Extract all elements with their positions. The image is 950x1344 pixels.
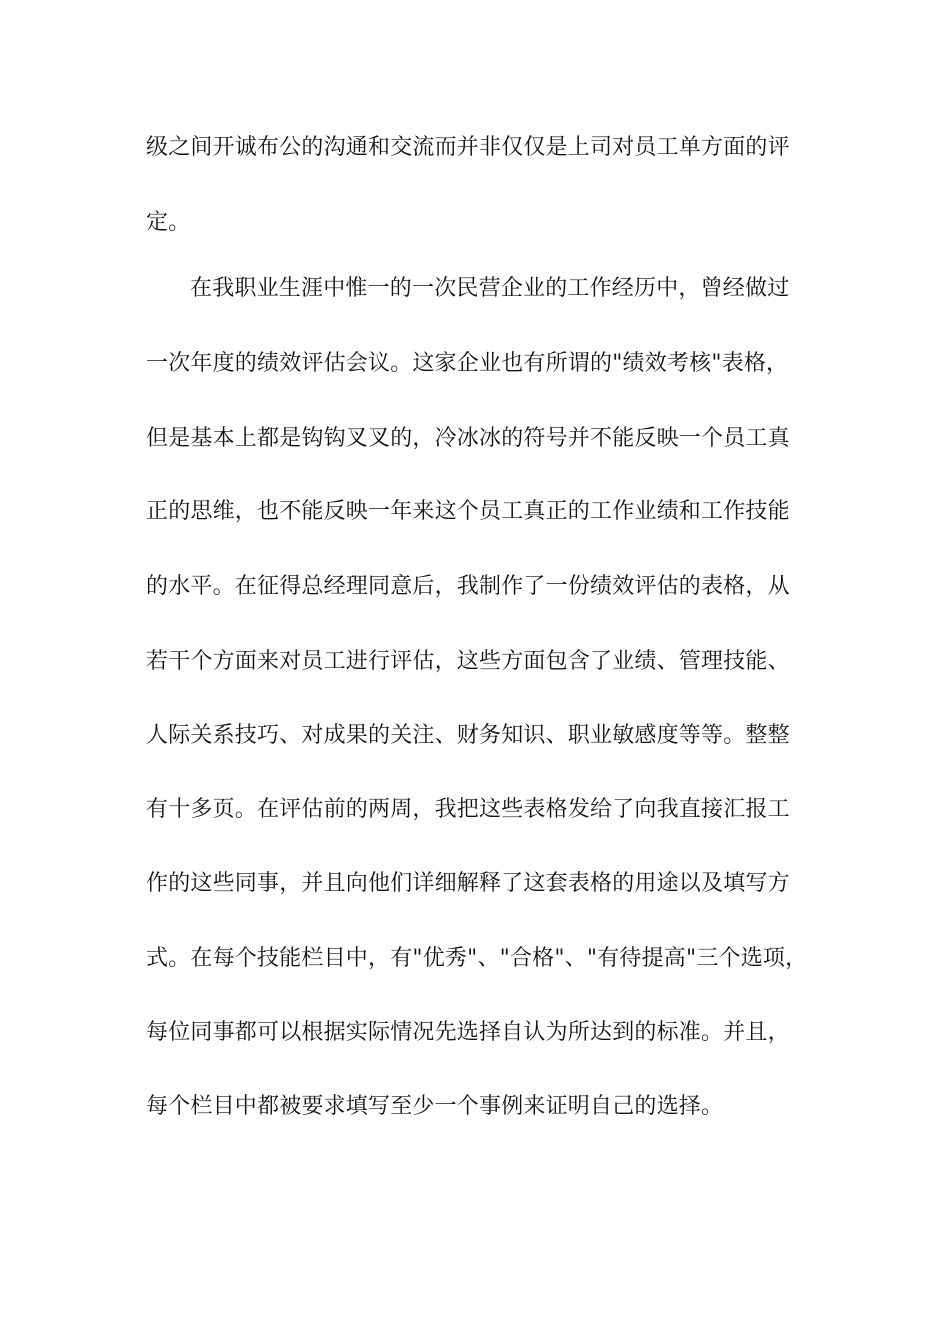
text-line: 有十多页。在评估前的两周，我把这些表格发给了向我直接汇报工 — [146, 797, 790, 822]
text-line: 若干个方面来对员工进行评估，这些方面包含了业绩、管理技能、 — [146, 649, 790, 674]
text-line: 人际关系技巧、对成果的关注、财务知识、职业敏感度等等。整整 — [146, 723, 790, 748]
text-line: 每个栏目中都被要求填写至少一个事例来证明自己的选择。 — [146, 1094, 724, 1119]
text-line: 级之间开诚布公的沟通和交流而并非仅仅是上司对员工单方面的评 — [146, 135, 790, 160]
text-line: 一次年度的绩效评估会议。这家企业也有所谓的"绩效考核"表格， — [146, 351, 789, 376]
text-line: 正的思维，也不能反映一年来这个员工真正的工作业绩和工作技能 — [146, 499, 790, 524]
text-line: 的水平。在征得总经理同意后，我制作了一份绩效评估的表格，从 — [146, 574, 790, 599]
text-line: 作的这些同事，并且向他们详细解释了这套表格的用途以及填写方 — [146, 871, 790, 896]
text-line: 定。 — [146, 210, 191, 235]
paragraph-start-line: 在我职业生涯中惟一的一次民营企业的工作经历中，曾经做过 — [190, 276, 790, 301]
text-line: 每位同事都可以根据实际情况先选择自认为所达到的标准。并且， — [146, 1020, 790, 1045]
text-line: 但是基本上都是钩钩叉叉的，冷冰冰的符号并不能反映一个员工真 — [146, 426, 790, 451]
text-line: 式。在每个技能栏目中，有"优秀"、"合格"、"有待提高"三个选项， — [146, 946, 808, 971]
